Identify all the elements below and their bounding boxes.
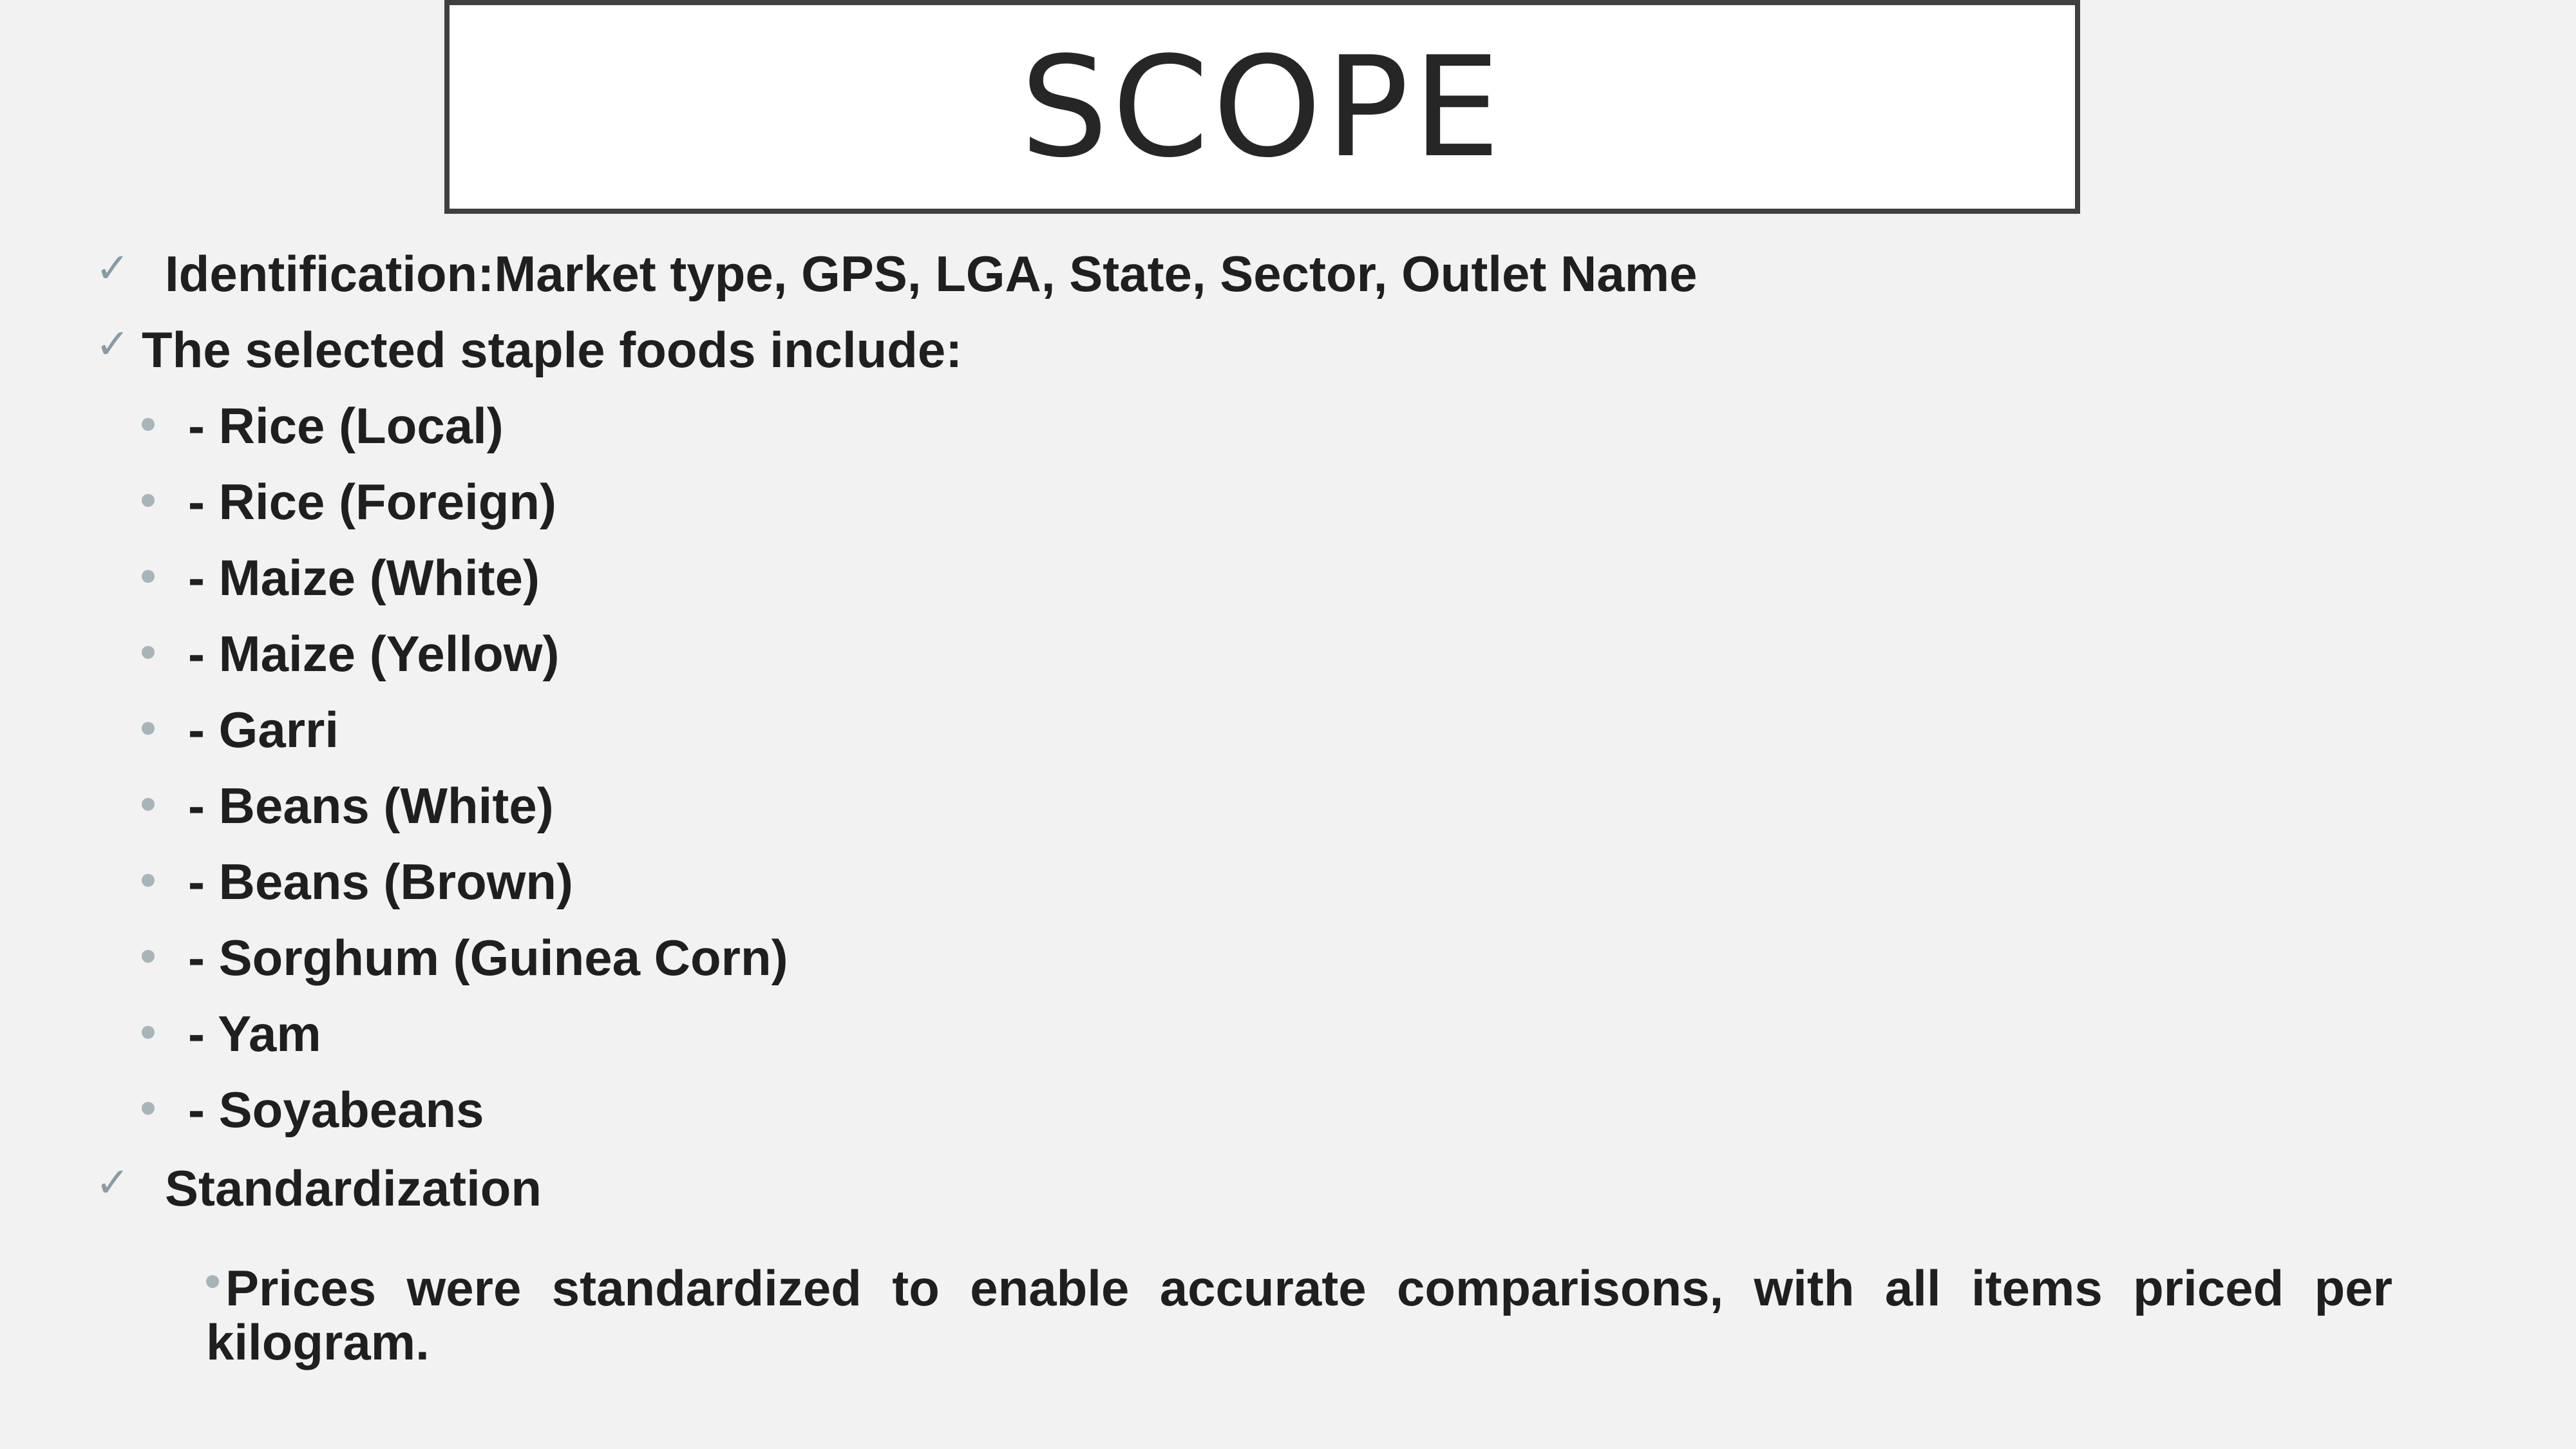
bullet-dot-icon (142, 874, 155, 887)
standardization-text: Prices were standardized to enable accurate comparisons, with all items priced per kilogram. (206, 1260, 2392, 1370)
bullet-dot-icon (206, 1275, 219, 1288)
food-item: - Garri (188, 701, 339, 758)
standardization-paragraph (206, 1261, 2392, 1369)
identification-value: Market type, GPS, LGA, State, Sector, Outlet Name (494, 245, 1698, 302)
bullet-dot-icon (142, 494, 155, 507)
food-item: - Soyabeans (188, 1081, 484, 1138)
bullet-dot-icon (142, 646, 155, 659)
food-item: - Yam (188, 1005, 321, 1062)
identification-label: Identification: (165, 245, 495, 302)
standardization-heading: Standardization (165, 1160, 542, 1217)
bullet-dot-icon (142, 950, 155, 963)
food-item: - Beans (White) (188, 777, 554, 834)
slide-title: SCOPE (1020, 26, 1504, 188)
food-item: - Rice (Foreign) (188, 473, 557, 530)
foods-heading: The selected staple foods include: (142, 321, 963, 378)
bullet-dot-icon (142, 418, 155, 431)
identification-line (165, 245, 1698, 302)
food-item: - Beans (Brown) (188, 853, 574, 910)
food-item: - Maize (White) (188, 549, 540, 606)
check-icon: ✓ (95, 321, 130, 367)
check-icon: ✓ (95, 245, 130, 291)
title-box (444, 0, 2080, 214)
food-item: - Sorghum (Guinea Corn) (188, 929, 788, 986)
bullet-dot-icon (142, 722, 155, 735)
bullet-dot-icon (142, 1102, 155, 1115)
check-icon: ✓ (95, 1159, 130, 1206)
bullet-dot-icon (142, 798, 155, 811)
food-item: - Rice (Local) (188, 397, 504, 454)
bullet-dot-icon (142, 1026, 155, 1039)
bullet-dot-icon (142, 570, 155, 583)
food-item: - Maize (Yellow) (188, 625, 560, 682)
